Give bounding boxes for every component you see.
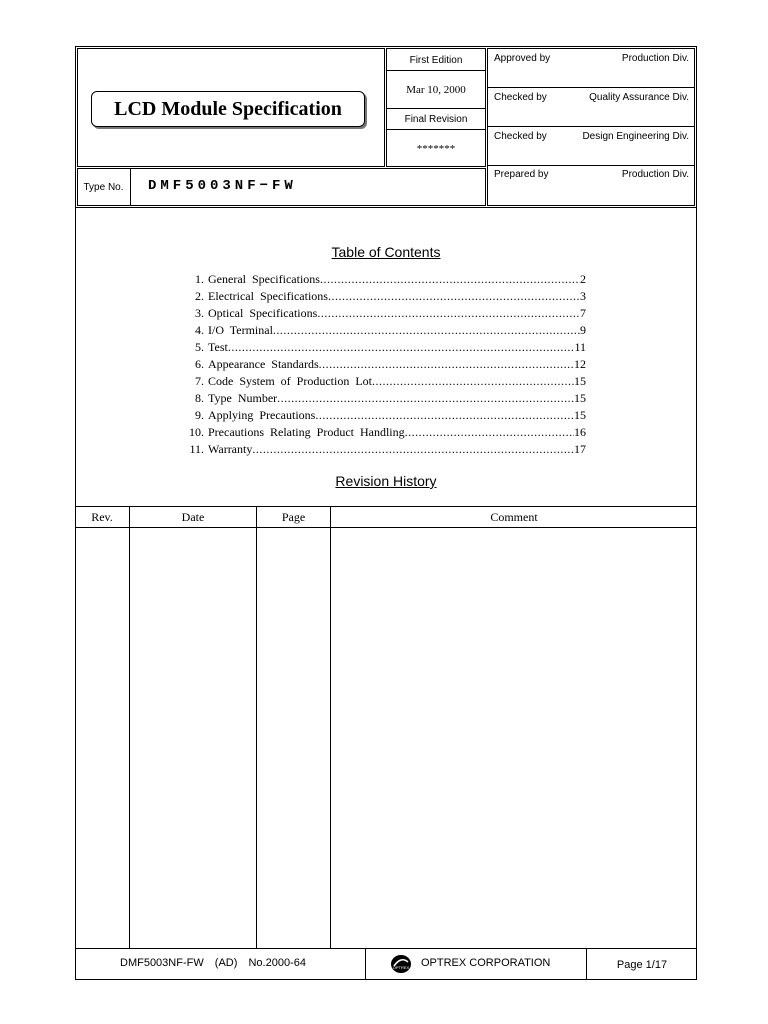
first-edition-date: Mar 10, 2000 [406,84,466,96]
toc-item [178,322,586,339]
footer-company: OPTREX CORPORATION [421,957,551,969]
toc-heading: Table of Contents [331,244,441,260]
toc-item-number: 9. [195,408,204,422]
toc-item-page: 12 [574,357,586,371]
toc-leader-dots [228,339,575,356]
toc-item-title: Warranty [208,442,253,456]
toc-item [178,271,586,288]
toc-leader-dots [317,305,580,322]
footer-doc-ref [120,957,306,969]
toc-leader-dots [277,390,574,407]
toc-item-page: 7 [580,306,586,320]
toc-item [178,288,586,305]
toc-item-title: Test [208,340,228,354]
toc-item [178,441,586,458]
toc-item-page: 11 [574,340,586,354]
toc-item [178,373,586,390]
toc-item-title: Type Number [208,391,278,405]
toc-item-page: 2 [580,272,586,286]
toc-item-number: 8. [195,391,204,405]
toc-item [178,390,586,407]
toc-leader-dots [328,288,580,305]
toc-item [178,407,586,424]
toc-item-page: 3 [580,289,586,303]
toc-item-title: Optical Specifications [208,306,318,320]
toc-item-number: 4. [195,323,204,337]
toc-item [178,356,586,373]
toc-leader-dots [320,271,580,288]
final-revision-value: ******* [416,143,456,155]
toc-item [178,305,586,322]
type-no-label: Type No. [83,181,124,193]
approval-label: Checked by [494,131,547,142]
doc-title-frame [91,91,365,127]
approval-value: Production Div. [621,53,689,64]
toc-item-title: Precautions Relating Product Handling [208,425,405,439]
toc-item-title: I/O Terminal [208,323,273,337]
toc-item-page: 15 [574,391,586,405]
toc-item-number: 11. [189,442,204,456]
toc-item-page: 16 [574,425,586,439]
toc-item-number: 10. [189,425,204,439]
toc-item-number: 7. [195,374,204,388]
toc-item-page: 15 [574,408,586,422]
approval-label: Prepared by [494,169,549,180]
doc-title: LCD Module Specification [114,97,342,120]
col-header-date: Date [181,509,205,524]
toc-item-title: Code System of Production Lot [208,374,372,388]
first-edition-label: First Edition [409,54,463,66]
toc-item-number: 5. [195,340,204,354]
toc-item-number: 6. [195,357,204,371]
toc-item-page: 9 [580,323,586,337]
toc-leader-dots [372,373,574,390]
approval-label: Checked by [494,92,547,103]
toc-item-page: 17 [574,442,586,456]
footer-model: DMF5003NF-FW [120,957,204,969]
col-header-page: Page [281,509,306,524]
type-no-value: DMF5003NF−FW [148,178,297,194]
toc-item-title: Electrical Specifications [208,289,328,303]
col-header-comment: Comment [490,509,538,524]
approval-label: Approved by [494,53,551,64]
approvals-cell [487,48,695,206]
footer-doc-number: No.2000-64 [248,957,306,969]
approval-value: Quality Assurance Div. [589,92,689,103]
toc-item-number: 2. [195,289,204,303]
toc-item-number: 1. [195,272,204,286]
col-header-rev: Rev. [91,509,113,524]
footer-variant: (AD) [214,957,238,969]
approval-value: Design Engineering Div. [582,131,689,142]
footer-page: Page 1/17 [616,958,668,971]
toc-item-title: General Specifications [208,272,320,286]
toc-item-number: 3. [195,306,204,320]
toc-leader-dots [273,322,580,339]
toc-item-title: Appearance Standards [208,357,319,371]
toc-leader-dots [319,356,574,373]
toc-leader-dots [405,424,574,441]
toc-item-page: 15 [574,374,586,388]
toc-item [178,424,586,441]
toc-leader-dots [315,407,574,424]
toc-item-title: Applying Precautions [208,408,316,422]
logo-text: OPTREX [392,965,410,970]
revision-history-heading: Revision History [335,473,437,489]
toc-leader-dots [252,441,574,458]
company-logo [390,953,412,975]
final-revision-label: Final Revision [404,113,468,125]
approval-value: Production Div. [621,169,689,180]
toc-item [178,339,586,356]
